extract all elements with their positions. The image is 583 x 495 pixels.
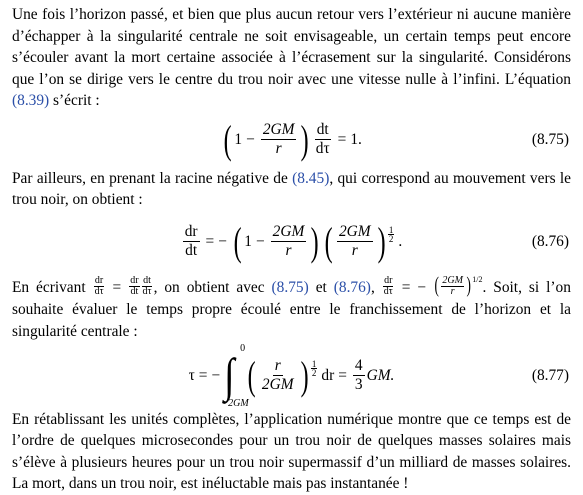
math-token: . [398, 232, 403, 250]
math-token: dt [316, 121, 329, 138]
equation-body [181, 218, 403, 264]
inline-fraction [129, 276, 139, 297]
right-paren: ) [466, 271, 471, 297]
inline-fraction [441, 276, 464, 297]
equation-body [221, 116, 362, 162]
left-paren: ( [324, 218, 333, 264]
math-token: 2GM [338, 223, 371, 240]
math-operator: = [337, 130, 347, 148]
math-token: r [450, 285, 455, 297]
math-token: 2GM [262, 121, 295, 138]
integral: ∫ 0 2GM [224, 342, 249, 409]
math-token: dr [130, 274, 139, 286]
math-token: 1. [350, 130, 362, 148]
paragraph-text: Par ailleurs, en prenant la racine négative de [12, 169, 288, 187]
equation-number: (8.76) [531, 232, 569, 250]
paragraph-text: s’écrit : [53, 92, 100, 109]
left-paren: ( [233, 218, 242, 264]
equation-ref-link[interactable]: (8.45) [292, 169, 330, 187]
math-operator: = [112, 278, 122, 296]
equation-8-75 [12, 112, 571, 168]
math-token: 2 [388, 233, 394, 244]
equation-8-77 [12, 343, 571, 409]
math-operator: = [338, 366, 347, 384]
math-token: dτ [94, 285, 104, 297]
math-token: 1 [311, 358, 317, 369]
paragraph-text: , qui correspond au mouvement vers le trou noir, on obtient : [12, 169, 571, 208]
equation-body [188, 342, 395, 409]
right-paren: ) [300, 352, 309, 398]
paragraph-text: , on obtient avec [153, 278, 265, 296]
paragraph-intro [12, 4, 571, 112]
math-operator: = [401, 278, 411, 296]
fraction [261, 122, 297, 157]
math-token: 1 [234, 130, 243, 148]
math-operator: = [198, 366, 208, 384]
paragraph-text: En écrivant [12, 278, 86, 296]
math-token: r [275, 140, 282, 157]
equation-number: (8.75) [531, 130, 569, 148]
right-paren: ) [310, 218, 319, 264]
math-operator: = [205, 232, 215, 250]
math-token: 2GM [228, 397, 249, 409]
paragraph-text: , [370, 278, 375, 296]
fraction [353, 358, 365, 393]
left-paren: ( [247, 352, 256, 398]
equation-ref-link[interactable]: (8.76) [333, 278, 371, 296]
paragraph-proper-time [12, 273, 571, 343]
math-token: dτ [315, 140, 330, 157]
fraction [314, 122, 332, 157]
math-operator: − [255, 232, 265, 250]
math-token: dr [94, 274, 104, 286]
math-token: dt [185, 242, 198, 259]
math-token: r [351, 242, 358, 259]
fraction [337, 224, 373, 259]
math-operator: − [417, 278, 427, 296]
math-token: 2GM [261, 376, 294, 394]
page [12, 4, 571, 495]
integral-lower-limit [228, 398, 249, 409]
exponent-half [311, 360, 318, 377]
math-operator: − [211, 366, 221, 384]
math-token: r [285, 242, 292, 259]
fraction [183, 224, 200, 259]
math-token: 1 [388, 224, 394, 235]
left-paren: ( [434, 271, 439, 297]
math-token: 1 [472, 274, 477, 284]
paragraph-text: et [315, 278, 327, 296]
math-token: dt [143, 274, 151, 286]
paragraph-text: . Soit, si l’on souhaite évaluer le temps propre écoulé entre le franchissement de l’horizon et la singularité centrale : [12, 278, 571, 340]
math-token: GM. [366, 366, 395, 384]
math-operator: − [218, 232, 227, 250]
math-token: τ [188, 366, 195, 384]
equation-ref-link[interactable]: (8.75) [271, 278, 309, 296]
math-token: dr [321, 366, 335, 384]
math-token: dt [130, 285, 139, 297]
paragraph-negative-root [12, 168, 571, 211]
equation-number: (8.77) [531, 366, 569, 384]
math-token: 2GM [272, 223, 305, 240]
math-token: dτ [383, 285, 393, 297]
fraction [271, 224, 307, 259]
math-token: 1 [244, 232, 252, 250]
left-paren: ( [223, 116, 232, 162]
paragraph-text: Une fois l’horizon passé, et bien que plus aucun retour vers l’extérieur ni aucune manière d’échapper à la singularité centrale ne soit envisageable, un certain temps peut encore s’écouler avant la mort certaine associée à l’écrasement sur la singularité. Considérons que l’on se dirige vers le centre du trou noir avec une vitesse nulle à l’infini. L’équation [12, 6, 571, 88]
math-token: dr [384, 274, 393, 286]
integral-upper-limit: 0 [240, 342, 246, 354]
math-token: dr [184, 223, 198, 240]
math-token: 2GM [442, 274, 463, 286]
exponent-half: 1/2 [472, 274, 483, 284]
exponent-half [388, 226, 395, 243]
fraction [260, 358, 296, 393]
math-token: 2 [478, 274, 483, 284]
equation-8-76 [12, 211, 571, 273]
math-token: 4 [354, 357, 363, 375]
equation-ref-link[interactable]: (8.39) [12, 92, 50, 109]
right-paren: ) [377, 218, 386, 264]
inline-fraction [383, 276, 394, 297]
math-operator: − [246, 130, 255, 148]
math-token: 3 [354, 376, 363, 394]
math-token: r [274, 357, 281, 375]
inline-fraction [94, 276, 105, 297]
paragraph-conclusion: En rétablissant les unités complètes, l’application numérique montre que ce temps est de l’ordre de quelques microsecondes pour un trou noir de quelques masses solaires mais s’élève à plusieurs heures pour un trou noir supermassif d’un milliard de masses solaires. La mort, dans un trou noir, est inéluctable mais pas instantanée ! [12, 410, 571, 493]
math-token: dτ [142, 285, 152, 297]
right-paren: ) [301, 116, 310, 162]
inline-fraction [142, 276, 153, 297]
math-token: 2 [311, 367, 317, 378]
